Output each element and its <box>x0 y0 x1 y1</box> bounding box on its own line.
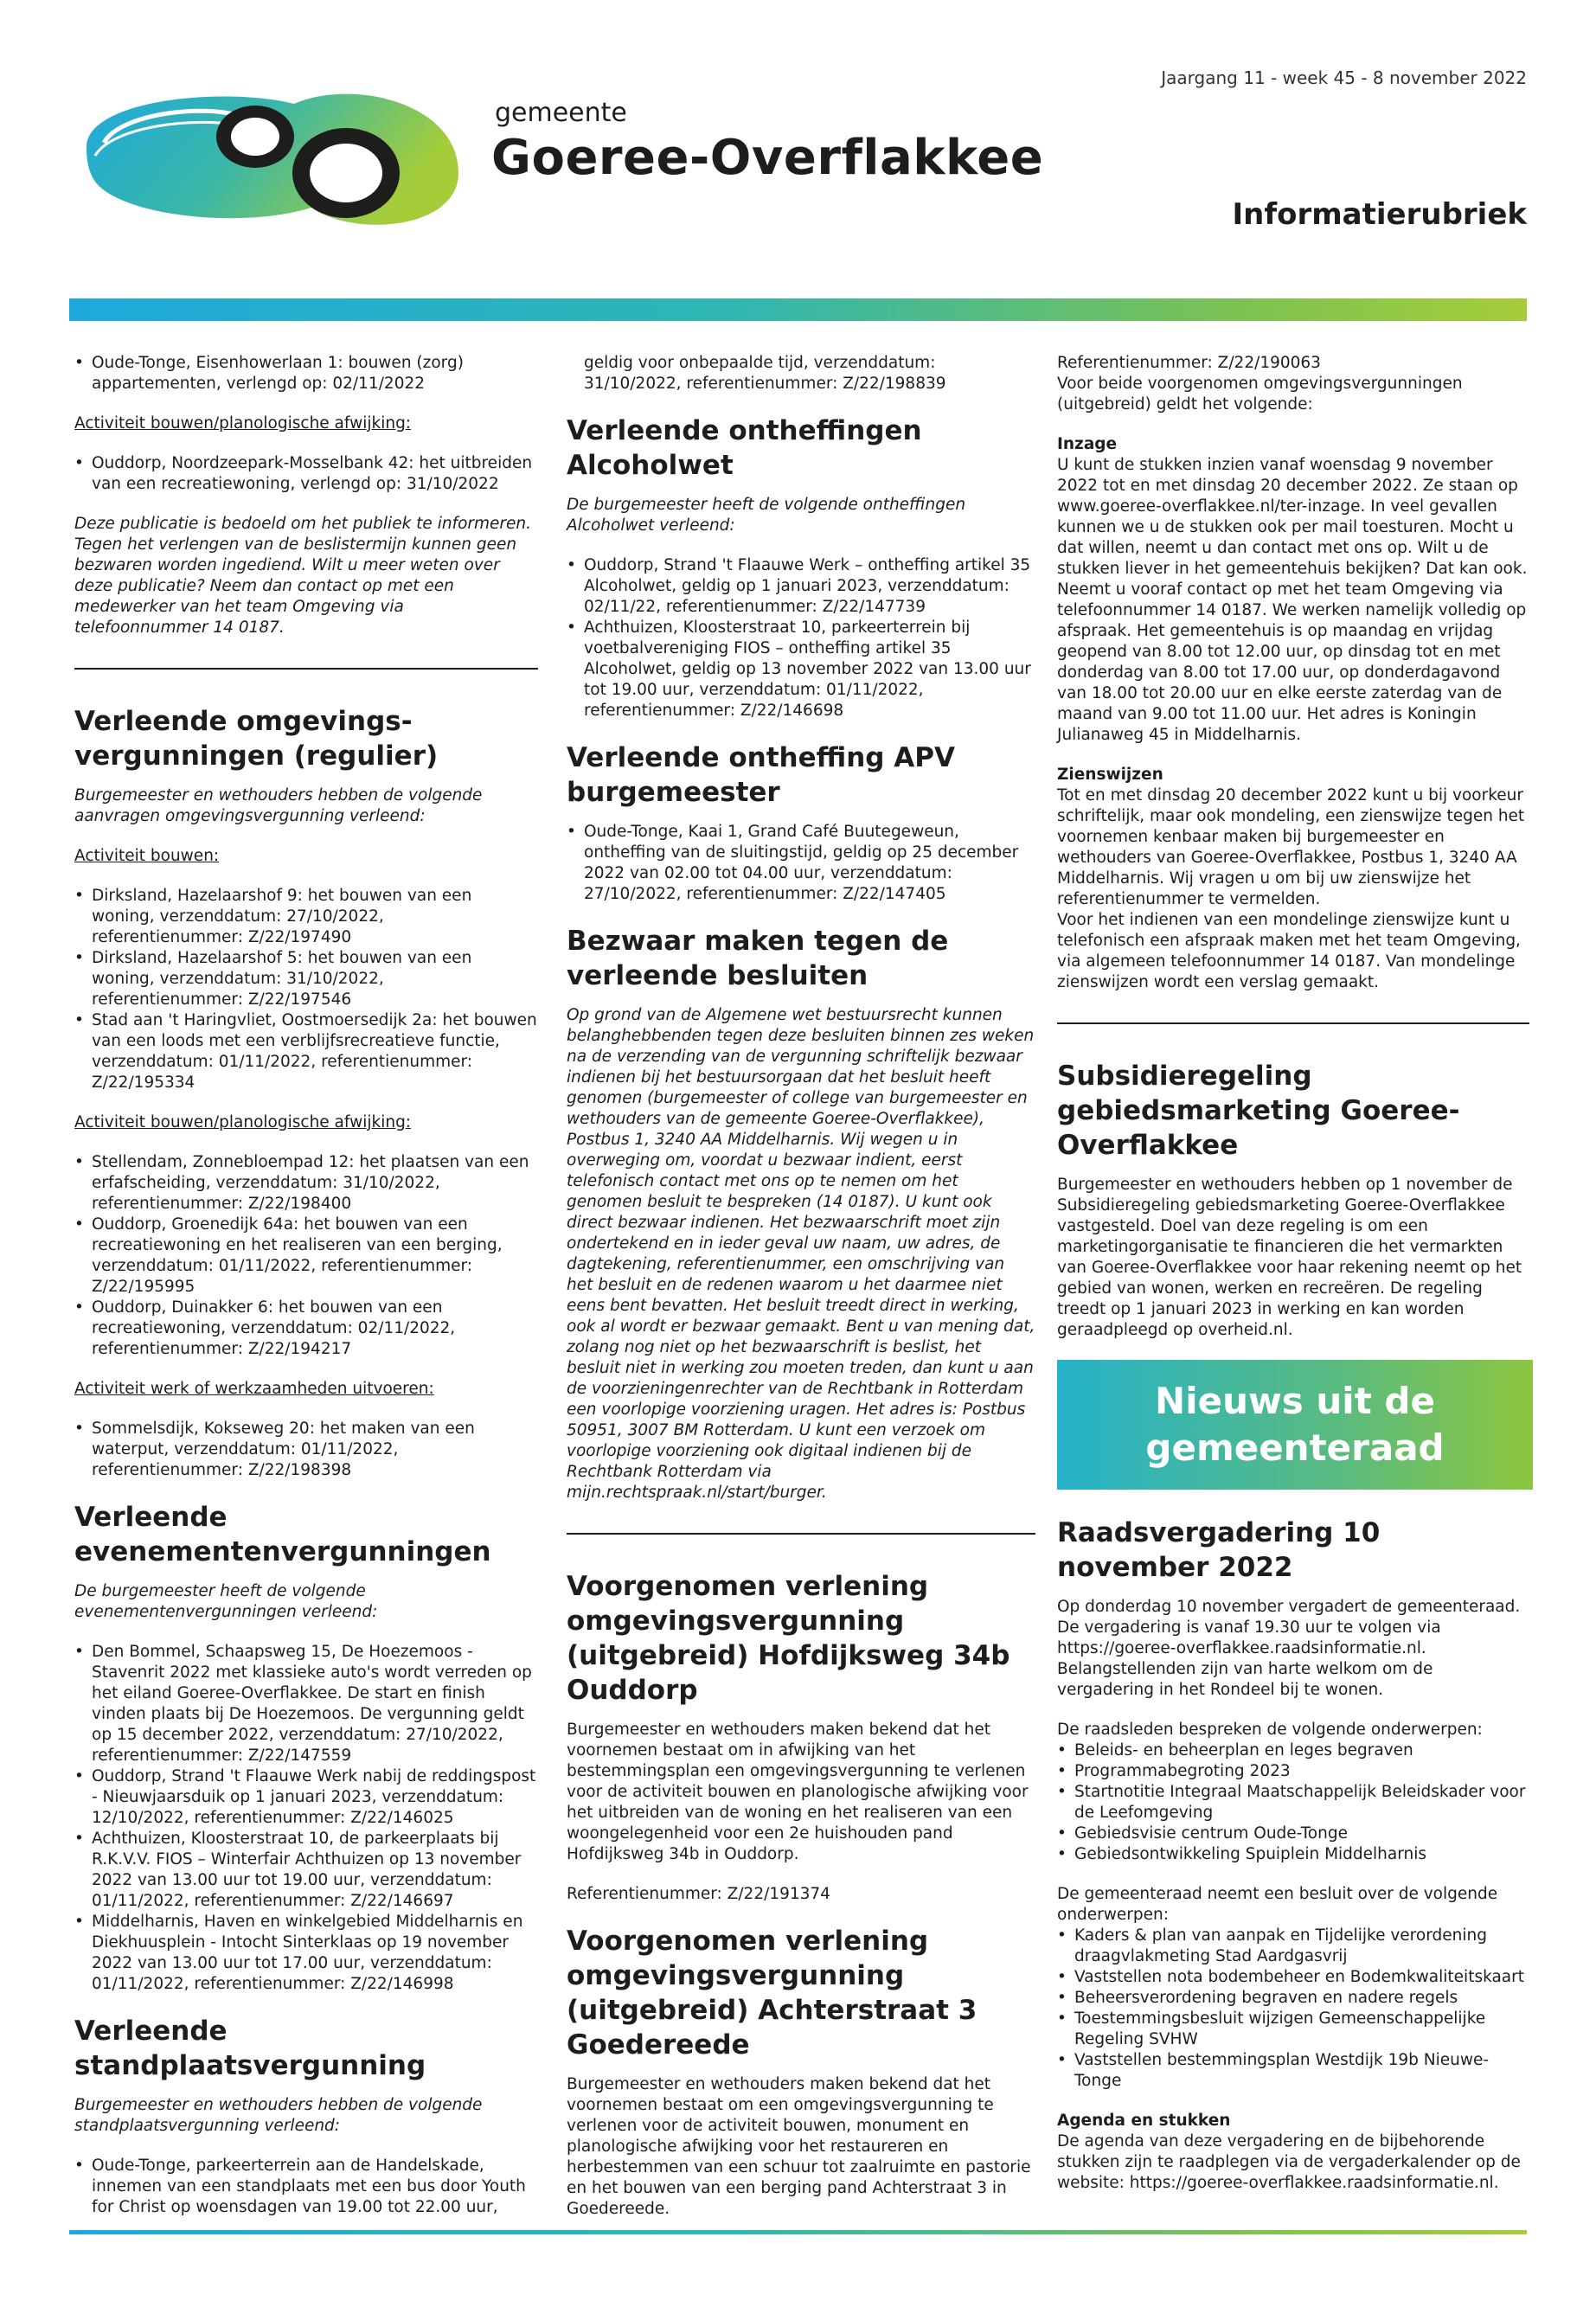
list-item: • Middelharnis, Haven en winkelgebied Middelharnis en Diekhuusplein - Intocht Sinterklaas op 19 november 2022 van 13.00 uur tot 17.00 uur, verzenddatum: 01/11/2022, referentienummer: Z/22/146998 <box>74 1912 538 1995</box>
section-title-apv: Verleende ontheffing APV burgemeester <box>567 742 955 808</box>
hofdijksweg-ref: Referentienummer: Z/22/191374 <box>567 1885 830 1903</box>
planologisch-list <box>74 1152 538 1360</box>
list-item: • Ouddorp, Groenedijk 64a: het bouwen van een recreatiewoning en het realiseren van een berging, verzenddatum: 01/11/2022, referentienummer: Z/22/195995 <box>74 1215 538 1298</box>
alcoholwet-list <box>567 555 1035 721</box>
topics-list <box>1057 1740 1529 1865</box>
list-item: • Vaststellen bestemmingsplan Westdijk 19b Nieuwe-Tonge <box>1057 2050 1529 2092</box>
besluit-intro: De gemeenteraad neemt een besluit over de volgende onderwerpen: <box>1057 1885 1498 1924</box>
column-3 <box>1057 353 1529 2213</box>
section-title-evenementen: Verleende evenementenvergunningen <box>74 1502 491 1567</box>
zienswijzen-text-2: Voor het indienen van een mondelinge zienswijze kunt u telefonisch een afspraak maken met het team Omgeving, via algemeen telefoonnummer 14 0187. Van mondelinge zienswijzen wordt een verslag gemaakt. <box>1057 911 1521 991</box>
list-item: • Achthuizen, Kloosterstraat 10, parkeerterrein bij voetbalvereniging FIOS – ontheffing artikel 35 Alcoholwet, geldig op 13 november 2022 van 13.00 uur tot 19.00 uur, verzenddatum: 01/11/2022, referentienummer: Z/22/146698 <box>567 618 1035 721</box>
list-item: • Sommelsdijk, Kokseweg 20: het maken van een waterput, verzenddatum: 01/11/2022, referentienummer: Z/22/198398 <box>74 1419 538 1481</box>
publication-note: Deze publicatie is bedoeld om het publiek te informeren. Tegen het verlengen van de beslistermijn kunnen geen bezwaren worden ingediend. Wilt u meer weten over deze publicatie? Neem dan contact op met een medewerker van het team Omgeving via telefoonnummer 14 0187. <box>74 515 531 637</box>
decisions-list <box>1057 1926 1529 2092</box>
raad-text: Op donderdag 10 november vergadert de gemeenteraad. De vergadering is vanaf 19.30 uur te volgen via https://goeree-overflakkee.raadsinformatie.nl. Belangstellenden zijn van harte welkom om de vergadering in het Rondeel bij te wonen. <box>1057 1598 1521 1699</box>
reference-number: Referentienummer: Z/22/190063 <box>1057 354 1321 372</box>
municipality-logo-icon <box>69 69 467 242</box>
list-item: • Toestemmingsbesluit wijzigen Gemeenschappelijke Regeling SVHW <box>1057 2009 1529 2050</box>
section-intro: Burgemeester en wethouders hebben de volgende standplaatsvergunning verleend: <box>74 2096 483 2135</box>
section-title-standplaats: Verleende standplaatsvergunning <box>74 2016 426 2081</box>
evenementen-list <box>74 1642 538 1995</box>
section-divider <box>567 1533 1035 1535</box>
zienswijzen-heading: Zienswijzen <box>1057 766 1163 784</box>
list-item: • Programmabegroting 2023 <box>1057 1761 1529 1782</box>
brand-title: Goeree-Overflakkee <box>491 130 1044 186</box>
column-1 <box>74 353 538 2237</box>
rubric-title: Informatierubriek <box>1232 197 1527 232</box>
activity-label: Activiteit bouwen/planologische afwijking: <box>74 1113 412 1131</box>
edition-line: Jaargang 11 - week 45 - 8 november 2022 <box>1161 67 1527 88</box>
applies-intro: Voor beide voorgenomen omgevingsvergunningen (uitgebreid) geldt het volgende: <box>1057 375 1463 413</box>
column-2 <box>567 353 1035 2239</box>
list-item: • Ouddorp, Duinakker 6: het bouwen van een recreatiewoning, verzenddatum: 02/11/2022, referentienummer: Z/22/194217 <box>74 1298 538 1360</box>
list-item: • Gebiedsontwikkeling Spuiplein Middelharnis <box>1057 1844 1529 1865</box>
subsidie-text: Burgemeester en wethouders hebben op 1 november de Subsidieregeling gebiedsmarketing Goeree-Overflakkee vastgesteld. Doel van deze regeling is om een marketingorganisatie te financieren die het vermarkten van Goeree-Overflakkee voor haar rekening neemt op het gebied van wonen, werken en recreëren. De regeling treedt op 1 januari 2023 in werking en kan worden geraadpleegd op overheid.nl. <box>1057 1176 1522 1339</box>
list-item: • Beleids- en beheerplan en leges begraven <box>1057 1740 1529 1761</box>
news-banner: Nieuws uit de gemeenteraad <box>1057 1360 1533 1490</box>
list-item: • Oude-Tonge, parkeerterrein aan de Handelskade, innemen van een standplaats met een bus door Youth for Christ op woensdagen van 19.00 tot 22.00 uur, <box>74 2156 538 2218</box>
standplaats-list <box>74 2156 538 2218</box>
section-title-achterstraat: Voorgenomen verlening omgevingsvergunning (uitgebreid) Achterstraat 3 Goedereede <box>567 1926 977 2061</box>
list-item: • Oude-Tonge, Eisenhowerlaan 1: bouwen (zorg) appartementen, verlengd op: 02/11/2022 <box>74 353 538 394</box>
agenda-heading: Agenda en stukken <box>1057 2112 1231 2130</box>
activity-list <box>74 453 538 495</box>
activity-label: Activiteit werk of werkzaamheden uitvoeren: <box>74 1380 434 1398</box>
activity-label: Activiteit bouwen/planologische afwijking: <box>74 414 412 433</box>
section-title-subsidie: Subsidieregeling gebiedsmarketing Goeree-Overflakkee <box>1057 1061 1460 1161</box>
list-item: • Achthuizen, Kloosterstraat 10, de parkeerplaats bij R.K.V.V. FIOS – Winterfair Achthuizen op 13 november 2022 van 13.00 uur tot 19.00 uur, verzenddatum: 01/11/2022, referentienummer: Z/22/146697 <box>74 1829 538 1912</box>
list-item: • Gebiedsvisie centrum Oude-Tonge <box>1057 1823 1529 1844</box>
list-item: • Stad aan 't Haringvliet, Oostmoersedijk 2a: het bouwen van een loods met een verblijfsrecreatieve functie, verzenddatum: 01/11/2022, referentienummer: Z/22/195334 <box>74 1010 538 1093</box>
section-divider <box>74 668 538 670</box>
list-item: • Stellendam, Zonnebloempad 12: het plaatsen van een erfafscheiding, verzenddatum: 31/10/2022, referentienummer: Z/22/198400 <box>74 1152 538 1215</box>
section-title-bezwaar: Bezwaar maken tegen de verleende besluiten <box>567 926 949 991</box>
hofdijksweg-text: Burgemeester en wethouders maken bekend dat het voornemen bestaat om in afwijking van het bestemmingsplan een omgevingsvergunning te verlenen voor de activiteit bouwen en planologische afwijking voor het uitbreiden van de woning en het realiseren van een woongelegenheid voor een 2e huishouden pand Hofdijksweg 34b in Ouddorp. <box>567 1721 1029 1863</box>
header-gradient-bar <box>69 298 1527 321</box>
section-title-regulier: Verleende omgevings-vergunningen (regulier) <box>74 706 439 772</box>
intro-list <box>74 353 538 394</box>
list-item: • Beheersverordening begraven en nadere regels <box>1057 1988 1529 2009</box>
achterstraat-text: Burgemeester en wethouders maken bekend dat het voornemen bestaat om een omgevingsvergunning te verlenen voor de activiteit bouwen, monument en planologische afwijking voor het restaureren en herbestemmen van een schuur tot zaalruimte en pastorie en het bouwen van een berging pand Achterstraat 3 in Goedereede. <box>567 2075 1031 2218</box>
section-intro: Burgemeester en wethouders hebben de volgende aanvragen omgevingsvergunning verleend: <box>74 786 483 825</box>
inzage-text: U kunt de stukken inzien vanaf woensdag 9 november 2022 tot en met dinsdag 20 december 2022. Ze staan op www.goeree-overflakkee.nl/ter-inzage. In veel gevallen kunnen we u de stukken ook per mail toesturen. Mocht u dat willen, neemt u dan contact met ons op. Wilt u de stukken liever in het gemeentehuis bekijken? Dat kan ook. Neemt u vooraf contact op met het team Omgeving via telefoonnummer 14 0187. We werken namelijk volledig op afspraak. Het gemeentehuis is op maandag en vrijdag geopend van 8.00 tot 12.00 uur, op dinsdag tot en met donderdag van 8.00 tot 17.00 uur, op donderdagavond van 18.00 tot 20.00 uur en elke eerste zaterdag van de maand van 9.00 tot 11.00 uur. Het adres is Koningin Julianaweg 45 in Middelharnis. <box>1057 456 1528 744</box>
section-divider <box>1057 1022 1529 1024</box>
agenda-text: De agenda van deze vergadering en de bijbehorende stukken zijn te raadplegen via de vergaderkalender op de website: https://goeree-overflakkee.raadsinformatie.nl. <box>1057 2132 1521 2192</box>
bespreken-intro: De raadsleden bespreken de volgende onderwerpen: <box>1057 1721 1483 1739</box>
continued-text: geldig voor onbepaalde tijd, verzenddatum: 31/10/2022, referentienummer: Z/22/198839 <box>584 354 946 393</box>
activity-label: Activiteit bouwen: <box>74 847 220 865</box>
werk-list <box>74 1419 538 1481</box>
list-item: • Dirksland, Hazelaarshof 5: het bouwen van een woning, verzenddatum: 31/10/2022, referentienummer: Z/22/197546 <box>74 948 538 1010</box>
inzage-heading: Inzage <box>1057 435 1118 453</box>
apv-list <box>567 822 1035 905</box>
bezwaar-text: Op grond van de Algemene wet bestuursrecht kunnen belanghebbenden tegen deze besluiten binnen zes weken na de verzending van de vergunning schriftelijk bezwaar indienen bij het bestuursorgaan dat het besluit heeft genomen (burgemeester of college van burgemeester en wethouders van de gemeente Goeree-Overflakkee), Postbus 1, 3240 AA Middelharnis. Wij wegen u in overweging om, voordat u bezwaar indient, eerst telefonisch contact met ons op te nemen om het genomen besluit te bespreken (14 0187). U kunt ook direct bezwaar indienen. Het bezwaarschrift moet zijn ondertekend en in ieder geval uw naam, uw adres, de dagtekening, referentienummer, een omschrijving van het besluit en de redenen waarom u het daarmee niet eens bent bevatten. Het besluit treedt direct in werking, ook al wordt er bezwaar gemaakt. Bent u van mening dat, zolang nog niet op het bezwaarschrift is beslist, het besluit niet in werking zou moeten treden, dan kunt u aan de voorzieningenrechter van de Rechtbank in Rotterdam een voorlopige voorziening uragen. Het adres is: Postbus 50951, 3007 BM Rotterdam. U kunt een verzoek om voorlopige voorziening ook digitaal indienen bij de Rechtbank Rotterdam via mijn.rechtspraak.nl/start/burger. <box>567 1006 1035 1502</box>
section-title-raadsvergadering: Raadsvergadering 10 november 2022 <box>1057 1517 1381 1583</box>
list-item: • Oude-Tonge, Kaai 1, Grand Café Buutegeweun, ontheffing van de sluitingstijd, geldig op 25 december 2022 van 02.00 tot 04.00 uur, verzenddatum: 27/10/2022, referentienummer: Z/22/147405 <box>567 822 1035 905</box>
section-intro: De burgemeester heeft de volgende evenementenvergunningen verleend: <box>74 1582 378 1621</box>
list-item: • Den Bommel, Schaapsweg 15, De Hoezemoos - Stavenrit 2022 met klassieke auto's wordt verreden op het eiland Goeree-Overflakkee. De start en finish vinden plaats bij De Hoezemoos. De vergunning geldt op 15 december 2022, verzenddatum: 27/10/2022, referentienummer: Z/22/147559 <box>74 1642 538 1766</box>
bouwen-list <box>74 886 538 1093</box>
list-item: • Dirksland, Hazelaarshof 9: het bouwen van een woning, verzenddatum: 27/10/2022, referentienummer: Z/22/197490 <box>74 886 538 948</box>
list-item: • Kaders & plan van aanpak en Tijdelijke verordening draagvlakmeting Stad Aardgasvrij <box>1057 1926 1529 1967</box>
zienswijzen-text-1: Tot en met dinsdag 20 december 2022 kunt u bij voorkeur schriftelijk, maar ook mondeling, een zienswijze tegen het voornemen kenbaar maken bij burgemeester en wethouders van Goeree-Overflakkee, Postbus 1, 3240 AA Middelharnis. Wij vragen u om bij uw zienswijze het referentienummer te vermelden. <box>1057 786 1525 908</box>
list-item: • Ouddorp, Noordzeepark-Mosselbank 42: het uitbreiden van een recreatiewoning, verlengd op: 31/10/2022 <box>74 453 538 495</box>
list-item: • Startnotitie Integraal Maatschappelijk Beleidskader voor de Leefomgeving <box>1057 1782 1529 1823</box>
section-title-alcoholwet: Verleende ontheffingen Alcoholwet <box>567 415 922 481</box>
footer-gradient-bar <box>69 2230 1527 2234</box>
list-item: • Ouddorp, Strand 't Flaauwe Werk nabij de reddingspost - Nieuwjaarsduik op 1 januari 2023, verzenddatum: 12/10/2022, referentienummer: Z/22/146025 <box>74 1766 538 1829</box>
list-item: • Vaststellen nota bodembeheer en Bodemkwaliteitskaart <box>1057 1967 1529 1988</box>
brand-subtitle: gemeente <box>495 98 627 128</box>
section-title-hofdijksweg: Voorgenomen verlening omgevingsvergunning (uitgebreid) Hofdijksweg 34b Ouddorp <box>567 1571 1010 1706</box>
list-item: • Ouddorp, Strand 't Flaauwe Werk – ontheffing artikel 35 Alcoholwet, geldig op 1 januari 2023, verzenddatum: 02/11/22, referentienummer: Z/22/147739 <box>567 555 1035 618</box>
section-intro: De burgemeester heeft de volgende ontheffingen Alcoholwet verleend: <box>567 496 966 535</box>
